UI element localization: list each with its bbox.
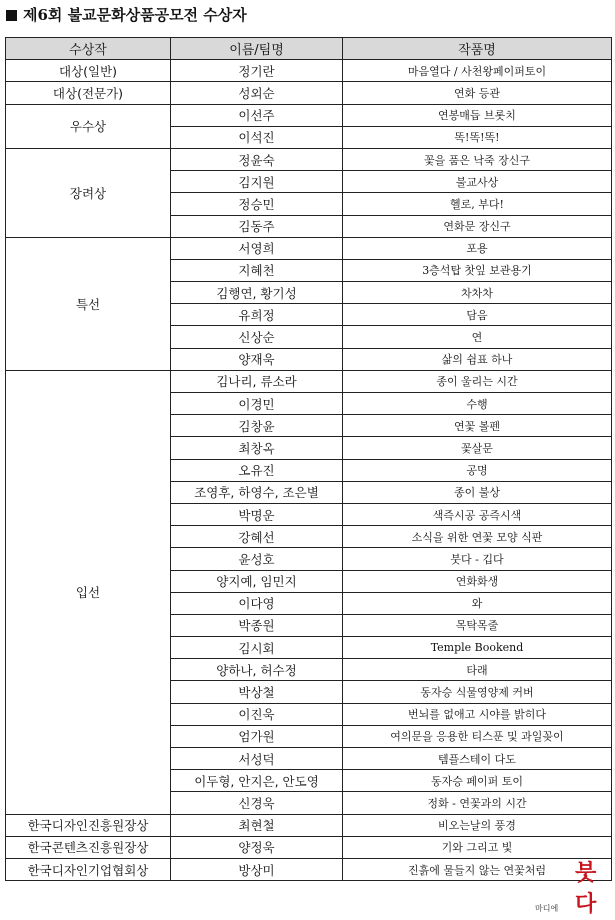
work-cell: 연화 등관: [343, 82, 612, 104]
work-cell: 연화문 장신구: [343, 215, 612, 237]
work-cell: 포용: [343, 237, 612, 259]
name-cell: 엄가원: [171, 725, 343, 747]
table-row: [6, 237, 612, 259]
header-name: 이름/팀명: [171, 38, 343, 60]
name-cell: 박종원: [171, 614, 343, 636]
name-cell: 정승민: [171, 193, 343, 215]
table-row: [6, 82, 612, 104]
work-cell: 진흙에 물들지 않는 연꽃처럼: [343, 858, 612, 880]
name-cell: 이선주: [171, 104, 343, 126]
work-cell: 동자승 페이퍼 토이: [343, 770, 612, 792]
award-cell: 대상(일반): [6, 60, 171, 82]
page-title-text: 제6회 불교문화상품공모전 수상자: [23, 6, 247, 24]
name-cell: 김동주: [171, 215, 343, 237]
table-row: [6, 814, 612, 836]
work-cell: 꽃살문: [343, 437, 612, 459]
square-bullet-icon: [6, 10, 17, 21]
award-cell: 특선: [6, 237, 171, 370]
table-header-row: [6, 38, 612, 60]
logo-small-text: 마디에: [535, 904, 559, 913]
name-cell: 정윤숙: [171, 148, 343, 170]
table-row: [6, 60, 612, 82]
name-cell: 조영후, 하영수, 조은별: [171, 481, 343, 503]
work-cell: 동자승 식물영양제 커버: [343, 681, 612, 703]
name-cell: 서성덕: [171, 748, 343, 770]
work-cell: 타래: [343, 659, 612, 681]
award-cell: 한국콘텐츠진흥원장상: [6, 836, 171, 858]
table-row: [6, 858, 612, 880]
name-cell: 양재욱: [171, 348, 343, 370]
work-cell: 여의문을 응용한 티스푼 및 과일꽂이: [343, 725, 612, 747]
name-cell: 최창옥: [171, 437, 343, 459]
work-cell: 헬로, 부다!: [343, 193, 612, 215]
table-row: [6, 148, 612, 170]
work-cell: 연봉매듭 브롯치: [343, 104, 612, 126]
name-cell: 이경민: [171, 393, 343, 415]
name-cell: 오유진: [171, 459, 343, 481]
name-cell: 양정욱: [171, 836, 343, 858]
work-cell: 소식을 위한 연꽃 모양 식판: [343, 526, 612, 548]
name-cell: 이두형, 안지은, 안도영: [171, 770, 343, 792]
award-cell: 대상(전문가): [6, 82, 171, 104]
name-cell: 이다영: [171, 592, 343, 614]
logo-big-text: 붓다: [575, 860, 597, 917]
name-cell: 지혜천: [171, 259, 343, 281]
name-cell: 성외순: [171, 82, 343, 104]
name-cell: 김지원: [171, 171, 343, 193]
work-cell: 연화화생: [343, 570, 612, 592]
work-cell: 불교사상: [343, 171, 612, 193]
work-cell: 마음열다 / 사천왕페이퍼토이: [343, 60, 612, 82]
work-cell: 담음: [343, 304, 612, 326]
work-cell: 수행: [343, 393, 612, 415]
award-cell: 장려상: [6, 148, 171, 237]
work-cell: 꽃을 품은 낙죽 장신구: [343, 148, 612, 170]
header-work: 작품명: [343, 38, 612, 60]
name-cell: 김창윤: [171, 415, 343, 437]
name-cell: 유희정: [171, 304, 343, 326]
table-body: [6, 60, 612, 881]
name-cell: 양지예, 임민지: [171, 570, 343, 592]
work-cell: 비오는날의 풍경: [343, 814, 612, 836]
name-cell: 김나리, 류소라: [171, 370, 343, 392]
name-cell: 이진욱: [171, 703, 343, 725]
work-cell: 색즉시공 공즉시색: [343, 503, 612, 525]
award-cell: 한국디자인진흥원장상: [6, 814, 171, 836]
award-cell: 입선: [6, 370, 171, 814]
name-cell: 서영희: [171, 237, 343, 259]
work-cell: 차차차: [343, 282, 612, 304]
work-cell: 연: [343, 326, 612, 348]
name-cell: 신상순: [171, 326, 343, 348]
name-cell: 윤성호: [171, 548, 343, 570]
work-cell: 정화 - 연꽃과의 시간: [343, 792, 612, 814]
work-cell: 똑!똑!똑!: [343, 126, 612, 148]
name-cell: 방상미: [171, 858, 343, 880]
logo: [531, 860, 611, 918]
name-cell: 박명운: [171, 503, 343, 525]
work-cell: 종이 불상: [343, 481, 612, 503]
header-award: 수상작: [6, 38, 171, 60]
award-cell: 우수상: [6, 104, 171, 148]
work-cell: 번뇌를 없애고 시야를 밝히다: [343, 703, 612, 725]
table-row: [6, 370, 612, 392]
name-cell: 최현철: [171, 814, 343, 836]
name-cell: 강혜선: [171, 526, 343, 548]
work-cell: 연꽃 볼펜: [343, 415, 612, 437]
work-cell: 와: [343, 592, 612, 614]
work-cell: Temple Bookend: [343, 637, 612, 659]
page-title: [6, 4, 247, 26]
name-cell: 정기란: [171, 60, 343, 82]
work-cell: 붓다 - 깁다: [343, 548, 612, 570]
work-cell: 기와 그리고 빛: [343, 836, 612, 858]
work-cell: 목탁목줄: [343, 614, 612, 636]
table-row: [6, 104, 612, 126]
work-cell: 종이 울리는 시간: [343, 370, 612, 392]
work-cell: 삶의 쉼표 하나: [343, 348, 612, 370]
name-cell: 김시회: [171, 637, 343, 659]
work-cell: 템플스테이 다도: [343, 748, 612, 770]
table-row: [6, 836, 612, 858]
name-cell: 박상철: [171, 681, 343, 703]
name-cell: 양하나, 허수정: [171, 659, 343, 681]
name-cell: 이석진: [171, 126, 343, 148]
name-cell: 김행연, 황기성: [171, 282, 343, 304]
award-cell: 한국디자인기업협회상: [6, 858, 171, 880]
winners-table: [5, 37, 612, 881]
name-cell: 신경욱: [171, 792, 343, 814]
work-cell: 공명: [343, 459, 612, 481]
work-cell: 3층석탑 찻잎 보관용기: [343, 259, 612, 281]
